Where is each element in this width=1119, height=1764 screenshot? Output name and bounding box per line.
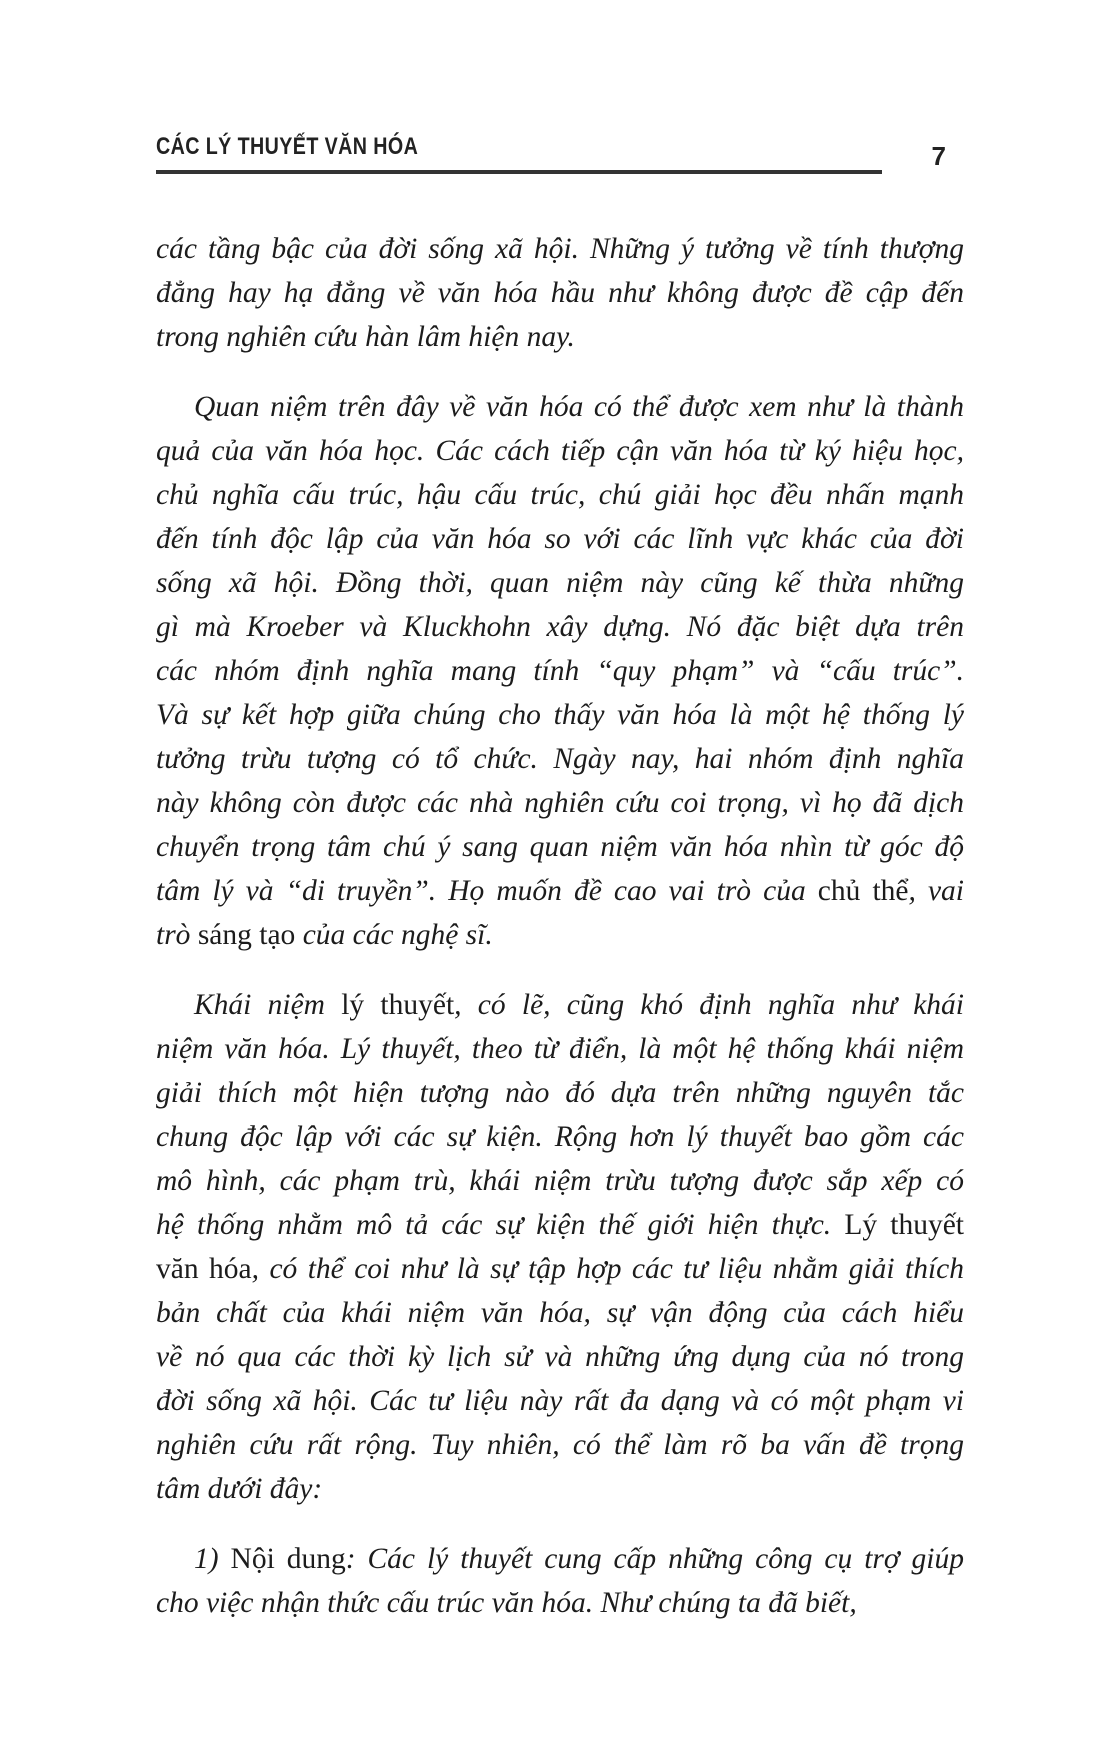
text-segment: trò	[156, 919, 198, 951]
text-segment: đời sống xã hội. Các tư liệu này rất đa dạng và có một phạm vi	[156, 1385, 964, 1417]
text-segment: tâm dưới đây:	[156, 1473, 323, 1505]
text-segment: các nhóm định nghĩa mang tính “quy phạm” và “cấu trúc”.	[156, 655, 964, 687]
text-segment: trong nghiên cứu hàn lâm hiện nay.	[156, 321, 575, 353]
text-segment: về nó qua các thời kỳ lịch sử và những ứng dụng của nó trong	[156, 1341, 964, 1373]
emphasized-term: lý thuyết	[341, 989, 455, 1021]
text-line	[156, 1423, 964, 1467]
text-line	[156, 1159, 964, 1203]
text-line	[156, 983, 964, 1027]
text-segment: 1)	[194, 1543, 231, 1575]
text-line	[156, 1027, 964, 1071]
text-segment: này không còn được các nhà nghiên cứu coi trọng, vì họ đã dịch	[156, 787, 964, 819]
text-segment: niệm văn hóa. Lý thuyết, theo từ điển, là một hệ thống khái niệm	[156, 1033, 964, 1065]
text-segment: mô hình, các phạm trù, khái niệm trừu tượng được sắp xếp có	[156, 1165, 964, 1197]
text-segment: Quan niệm trên đây về văn hóa có thể được xem như là thành	[194, 391, 964, 423]
text-line	[156, 1379, 964, 1423]
text-segment: chung độc lập với các sự kiện. Rộng hơn lý thuyết bao gồm các	[156, 1121, 964, 1153]
text-line	[156, 1335, 964, 1379]
text-segment: bản chất của khái niệm văn hóa, sự vận động của cách hiểu	[156, 1297, 964, 1329]
text-line	[156, 1291, 964, 1335]
running-title: CÁC LÝ THUYẾT VĂN HÓA	[156, 133, 419, 160]
text-line	[156, 517, 964, 561]
text-line	[156, 781, 964, 825]
page-number: 7	[931, 141, 946, 171]
text-line	[156, 649, 964, 693]
paragraph	[156, 1537, 964, 1625]
emphasized-term: sáng tạo	[197, 919, 296, 951]
paragraph	[156, 983, 964, 1511]
text-line	[156, 561, 964, 605]
page-body	[156, 227, 964, 1651]
paragraph	[156, 227, 964, 359]
text-segment: Và sự kết hợp giữa chúng cho thấy văn hóa là một hệ thống lý	[156, 699, 964, 731]
text-line	[156, 227, 964, 271]
text-line	[156, 1071, 964, 1115]
text-segment: , vai	[908, 875, 964, 907]
emphasized-term: văn hóa	[156, 1253, 252, 1285]
text-line	[156, 1467, 964, 1511]
text-segment: tâm lý và “di truyền”. Họ muốn đề cao vai trò của	[156, 875, 818, 907]
header-rule	[156, 170, 882, 174]
text-line	[156, 271, 964, 315]
text-line	[156, 825, 964, 869]
emphasized-term: Nội dung	[230, 1543, 346, 1575]
text-segment: tưởng trừu tượng có tổ chức. Ngày nay, hai nhóm định nghĩa	[156, 743, 964, 775]
paragraph	[156, 385, 964, 957]
text-segment: nghiên cứu rất rộng. Tuy nhiên, có thể làm rõ ba vấn đề trọng	[156, 1429, 964, 1461]
text-segment: các tầng bậc của đời sống xã hội. Những ý tưởng về tính thượng	[156, 233, 964, 265]
text-segment: : Các lý thuyết cung cấp những công cụ trợ giúp	[345, 1543, 965, 1575]
text-line	[156, 385, 964, 429]
text-segment: cho việc nhận thức cấu trúc văn hóa. Như chúng ta đã biết,	[156, 1587, 857, 1619]
text-line	[156, 473, 964, 517]
text-segment: , có lẽ, cũng khó định nghĩa như khái	[454, 989, 964, 1021]
text-segment: chủ nghĩa cấu trúc, hậu cấu trúc, chú giải học đều nhấn mạnh	[156, 479, 964, 511]
text-segment: gì mà Kroeber và Kluckhohn xây dựng. Nó đặc biệt dựa trên	[156, 611, 964, 643]
text-line	[156, 693, 964, 737]
text-line	[156, 1203, 964, 1247]
text-segment: Khái niệm	[194, 989, 342, 1021]
text-line	[156, 1115, 964, 1159]
text-line	[156, 605, 964, 649]
text-line	[156, 429, 964, 473]
text-segment: đến tính độc lập của văn hóa so với các lĩnh vực khác của đời	[156, 523, 964, 555]
text-line	[156, 737, 964, 781]
text-line	[156, 913, 964, 957]
text-line	[156, 315, 964, 359]
emphasized-term: chủ thể	[817, 875, 909, 907]
text-segment: của các nghệ sĩ.	[295, 919, 493, 951]
text-line	[156, 869, 964, 913]
text-segment: chuyển trọng tâm chú ý sang quan niệm văn hóa nhìn từ góc độ	[156, 831, 964, 863]
text-segment: đẳng hay hạ đẳng về văn hóa hầu như không được đề cập đến	[156, 277, 964, 309]
text-segment: , có thể coi như là sự tập hợp các tư liệu nhằm giải thích	[251, 1253, 965, 1285]
text-segment: quả của văn hóa học. Các cách tiếp cận văn hóa từ ký hiệu học,	[156, 435, 964, 467]
text-line	[156, 1581, 964, 1625]
text-line	[156, 1247, 964, 1291]
emphasized-term: Lý thuyết	[844, 1209, 964, 1241]
text-segment: giải thích một hiện tượng nào đó dựa trên những nguyên tắc	[156, 1077, 964, 1109]
text-segment: sống xã hội. Đồng thời, quan niệm này cũng kế thừa những	[156, 567, 964, 599]
text-segment: hệ thống nhằm mô tả các sự kiện thế giới hiện thực.	[156, 1209, 845, 1241]
text-line	[156, 1537, 964, 1581]
